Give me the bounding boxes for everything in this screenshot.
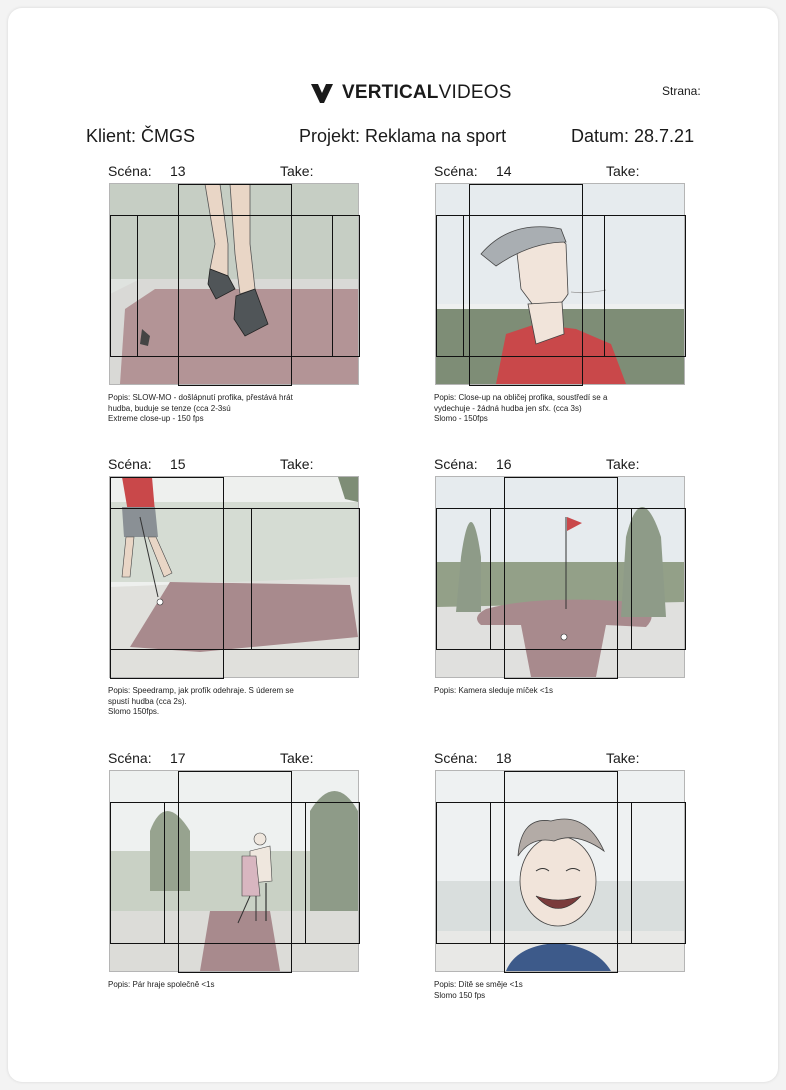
scene-label: Scéna:: [108, 163, 152, 179]
panel-description: [108, 393, 358, 425]
description-line: Popis: Speedramp, jak profík odehraje. S úderem se: [108, 686, 294, 695]
panel-header: [108, 750, 358, 770]
scene-label: Scéna:: [434, 750, 478, 766]
date-field: Datum: 28.7.21: [571, 126, 695, 146]
page-number-label: Strana:: [662, 84, 701, 98]
description-line: Slomo - 150fps: [434, 414, 488, 423]
scene-label: Scéna:: [434, 456, 478, 472]
storyboard-panel-13: [108, 163, 358, 425]
sketch-frame: [109, 770, 359, 972]
panel-description: [434, 980, 684, 1001]
scene-number: 16: [496, 456, 512, 472]
panel-header: [108, 456, 358, 476]
sketch-child-laughing: [436, 771, 684, 971]
sketch-feet-stepping: [110, 184, 358, 384]
panel-description: [434, 686, 684, 697]
storyboard-panel-18: [434, 750, 684, 1001]
description-line: Popis: SLOW-MO - došlápnutí profika, přestává hrát: [108, 393, 293, 402]
take-label: Take:: [280, 163, 314, 179]
description-line: Extreme close-up - 150 fps: [108, 414, 204, 423]
description-line: vydechuje - žádná hudba jen sfx. (cca 3s): [434, 403, 582, 413]
take-label: Take:: [606, 750, 640, 766]
sketch-golfer-putting: [110, 477, 358, 677]
description-line: hudba, buduje se tenze (cca 2-3sú: [108, 403, 231, 413]
panel-description: [108, 980, 358, 991]
scene-number: 17: [170, 750, 186, 766]
description-line: Slomo 150 fps: [434, 990, 486, 1000]
sketch-couple-playing: [110, 771, 358, 971]
scene-number: 13: [170, 163, 186, 179]
storyboard-panel-16: [434, 456, 684, 697]
sketch-golfer-closeup: [436, 184, 684, 384]
storyboard-panel-17: [108, 750, 358, 991]
panel-header: [434, 163, 684, 183]
panel-header: [434, 456, 684, 476]
logo-text-bold: VERTICAL: [342, 82, 439, 103]
panel-description: [108, 686, 358, 718]
scene-number: 18: [496, 750, 512, 766]
scene-number: 15: [170, 456, 186, 472]
scene-label: Scéna:: [108, 456, 152, 472]
description-line: Popis: Pár hraje společně <1s: [108, 980, 215, 989]
take-label: Take:: [280, 750, 314, 766]
storyboard-panel-14: [434, 163, 684, 425]
description-line: Popis: Dítě se směje <1s: [434, 980, 523, 989]
description-line: Slomo 150fps.: [108, 707, 160, 716]
scene-label: Scéna:: [108, 750, 152, 766]
take-label: Take:: [280, 456, 314, 472]
project-field: Projekt: Reklama na sport: [299, 126, 507, 146]
scene-label: Scéna:: [434, 163, 478, 179]
sketch-frame: [109, 476, 359, 678]
sketch-frame: [109, 183, 359, 385]
take-label: Take:: [606, 456, 640, 472]
description-line: spustí hudba (cca 2s).: [108, 696, 187, 706]
sketch-frame: [435, 183, 685, 385]
description-line: Popis: Close-up na obličej profika, soustředí se a: [434, 393, 608, 402]
take-label: Take:: [606, 163, 640, 179]
vertical-videos-v-icon: [310, 82, 334, 104]
client-field: Klient: ČMGS: [86, 126, 196, 146]
logo-text-light: VIDEOS: [438, 82, 512, 103]
panel-description: [434, 393, 684, 425]
sketch-hole-with-flag: [436, 477, 684, 677]
panel-header: [108, 163, 358, 183]
sketch-frame: [435, 476, 685, 678]
storyboard-page: [8, 8, 778, 1082]
sketch-frame: [435, 770, 685, 972]
scene-number: 14: [496, 163, 512, 179]
logo: [310, 80, 512, 106]
storyboard-panel-15: [108, 456, 358, 718]
description-line: Popis: Kamera sleduje míček <1s: [434, 686, 553, 695]
panel-header: [434, 750, 684, 770]
